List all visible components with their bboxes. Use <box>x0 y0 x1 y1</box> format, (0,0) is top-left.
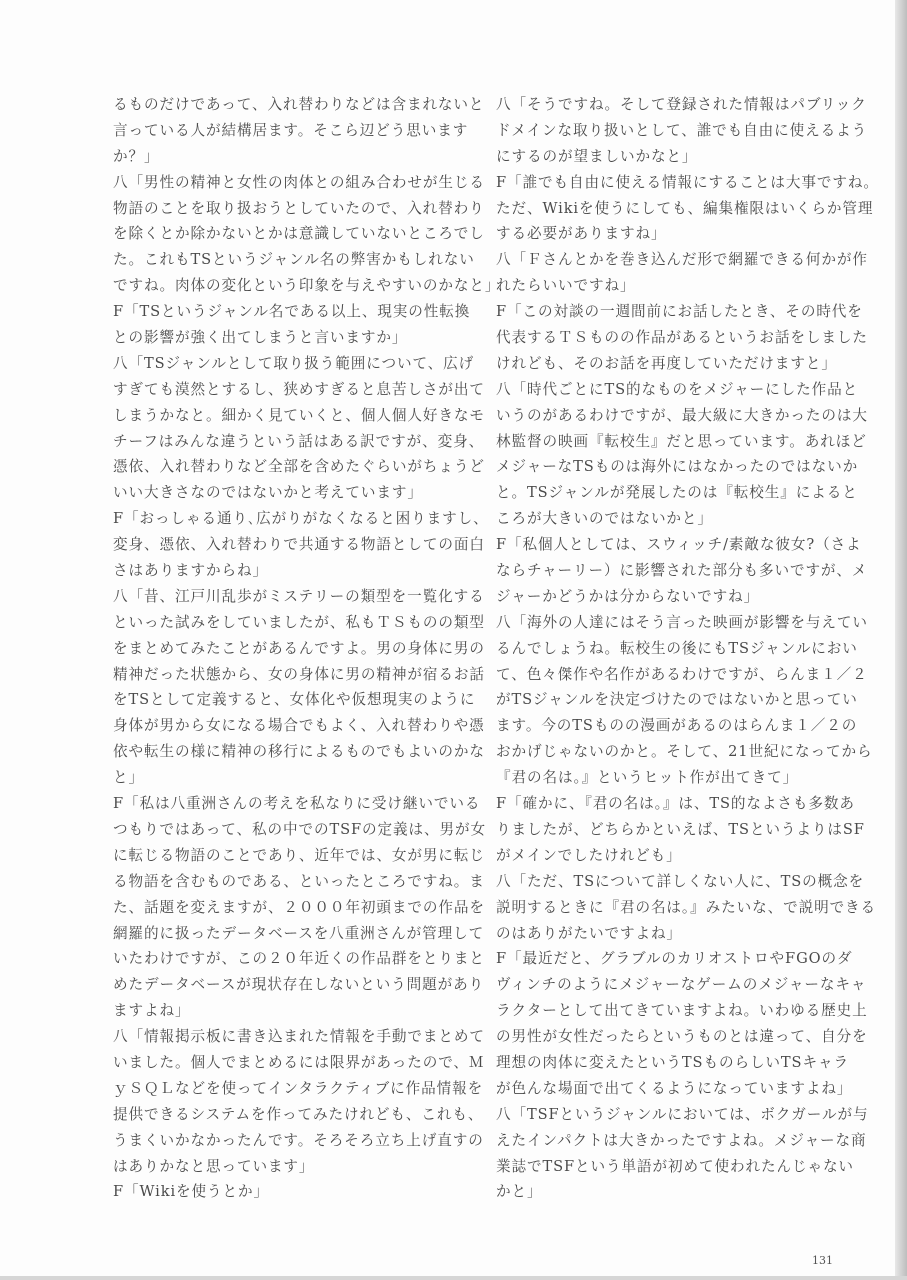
text-line: ますよね」 <box>113 1002 191 1020</box>
text-line: 八「時代ごとにTS的なものをメジャーにした作品と <box>496 380 859 398</box>
text-line: すぎても漠然とするし、狭めすぎると息苦しさが出て <box>113 380 485 398</box>
text-line: 八「海外の人達にはそう言った映画が影響を与えてい <box>496 613 868 631</box>
text-line: 八「昔、江戸川乱歩がミステリーの類型を一覧化する <box>113 587 485 605</box>
text-line: 変身、憑依、入れ替わりで共通する物語としての面白 <box>113 536 485 554</box>
text-line: 『君の名は。』というヒット作が出てきて」 <box>496 769 799 787</box>
text-line: おかげじゃないのかと。そして、21世紀になってから <box>496 743 873 761</box>
text-line: 理想の肉体に変えたというTSものらしいTSキャラ <box>496 1053 849 1071</box>
text-line: F「確かに、『君の名は。』は、TS的なよさも多数あ <box>496 795 855 813</box>
text-line: F「私個人としては、スウィッチ/素敵な彼女?（さよ <box>496 536 862 554</box>
text-line: ドメインな取り扱いとして、誰でも自由に使えるよう <box>496 121 868 139</box>
text-line: 八「TSジャンルとして取り扱う範囲について、広げ <box>113 354 475 372</box>
text-line: を除くとか除かないとかは意識していないところでし <box>113 225 485 243</box>
text-line: F「誰でも自由に使える情報にすることは大事ですね。 <box>496 173 879 191</box>
text-line: との影響が強く出てしまうと言いますか」 <box>113 329 408 347</box>
text-line: をまとめてみたことがあるんですよ。男の身体に男の <box>113 639 485 657</box>
text-line: 身体が男から女になる場合でもよく、入れ替わりや憑 <box>113 717 485 735</box>
text-line: ただ、Wikiを使うにしても、編集権限はいくらか管理 <box>496 199 874 217</box>
text-line: F「この対談の一週間前にお話したとき、その時代を <box>496 303 863 321</box>
text-line: 説明するときに『君の名は。』みたいな、で説明できる <box>496 898 877 916</box>
text-line: 八「男性の精神と女性の肉体との組み合わせが生じる <box>113 173 485 191</box>
text-line: か？」 <box>113 147 160 165</box>
text-line: にするのが望ましいかなと」 <box>496 147 698 165</box>
text-line: るものだけであって、入れ替わりなどは含まれないと <box>113 96 485 113</box>
scan-edge-bottom <box>0 1276 907 1280</box>
text-line: た。これもTSというジャンル名の弊害かもしれない <box>113 251 475 269</box>
text-line: ラクターとして出てきていますよね。いわゆる歴史上 <box>496 1002 868 1020</box>
text-line: ですね。肉体の変化という印象を与えやすいのかなと」 <box>113 277 501 295</box>
text-line: 代表するＴＳものの作品があるというお話をしました <box>496 329 868 347</box>
text-line: ジャーかどうかは分からないですね」 <box>496 587 760 605</box>
text-line: の男性が女性だったらというものとは違って、自分を <box>496 1028 868 1046</box>
text-line: ます。今のTSものの漫画があるのはらんま１／２の <box>496 717 858 735</box>
text-line: F「Wikiを使うとか」 <box>113 1183 270 1201</box>
text-line: をTSとして定義すると、女体化や仮想現実のように <box>113 691 476 709</box>
text-line: に転じる物語のことであり、近年では、女が男に転じ <box>113 846 485 864</box>
text-line: ころが大きいのではないかと」 <box>496 510 713 528</box>
text-line: のはありがたいですよね」 <box>496 924 682 942</box>
text-line: いました。個人でまとめるには限界があったので、Ｍ <box>113 1053 485 1071</box>
text-line: いうのがあるわけですが、最大級に大きかったのは大 <box>496 406 868 424</box>
text-line: た、話題を変えますが、２０００年初頭までの作品を <box>113 898 485 916</box>
text-line: がメインでしたけれども」 <box>496 846 682 864</box>
text-line: はありかなと思っています」 <box>113 1157 315 1175</box>
scan-edge <box>895 0 907 1280</box>
text-line: F「おっしゃる通り､広がりがなくなると困りますし、 <box>113 510 489 528</box>
text-line: F「私は八重洲さんの考えを私なりに受け継いでいる <box>113 795 481 813</box>
text-line: さはありますからね」 <box>113 562 268 580</box>
right-text-column <box>496 92 879 1205</box>
text-line: ｙＳＱＬなどを使ってインタラクティブに作品情報を <box>113 1079 484 1097</box>
text-line: ならチャーリー）に影響された部分も多いですが、メ <box>496 562 868 580</box>
text-line: メジャーなTSものは海外にはなかったのではないか <box>496 458 859 476</box>
left-text-column <box>113 92 501 1205</box>
text-line: めたデータベースが現状存在しないという問題があり <box>113 976 485 994</box>
text-line: 提供できるシステムを作ってみたけれども、これも、 <box>113 1105 484 1123</box>
text-line: と。TSジャンルが発展したのは『転校生』によると <box>496 484 858 502</box>
text-line: るんでしょうね。転校生の後にもTSジャンルにおい <box>496 639 858 657</box>
text-line: いい大きさなのではないかと考えています」 <box>113 484 423 502</box>
text-line: F「TSというジャンル名である以上、現実の性転換 <box>113 303 471 321</box>
text-line: 言っている人が結構居ます。そこら辺どう思います <box>113 121 469 139</box>
text-line: ヴィンチのようにメジャーなゲームのメジャーなキャ <box>496 976 867 994</box>
text-line: かと」 <box>496 1183 543 1201</box>
text-line: する必要がありますね」 <box>496 225 667 243</box>
text-line: 業誌でTSFという単語が初めて使われたんじゃない <box>496 1157 854 1175</box>
text-line: うまくいかなかったんです。そろそろ立ち上げ直すの <box>113 1131 484 1149</box>
text-line: 八「情報掲示板に書き込まれた情報を手動でまとめて <box>113 1028 485 1046</box>
text-line: 精神だった状態から、女の身体に男の精神が宿るお話 <box>113 665 485 683</box>
text-line: 八「ただ、TSについて詳しくない人に、TSの概念を <box>496 872 865 890</box>
text-line: 物語のことを取り扱おうとしていたので、入れ替わり <box>113 199 485 217</box>
text-line: 林監督の映画『転校生』だと思っています。あれほど <box>496 432 867 450</box>
text-line: 八「Ｆさんとかを巻き込んだ形で網羅できる何かが作 <box>496 251 868 269</box>
text-line: チーフはみんな違うという話はある訳ですが、変身、 <box>113 432 485 450</box>
text-line: 網羅的に扱ったデータベースを八重洲さんが管理して <box>113 924 485 942</box>
text-line: つもりではあって、私の中でのTSFの定義は、男が女 <box>113 820 486 838</box>
text-line: がTSジャンルを決定づけたのではないかと思ってい <box>496 691 858 709</box>
text-line: 八「そうですね。そして登録された情報はパブリック <box>496 96 867 113</box>
text-line: りましたが、どちらかといえば、TSというよりはSF <box>496 820 865 838</box>
text-line: けれども、そのお話を再度していただけますと」 <box>496 354 837 372</box>
text-line: が色んな場面で出てくるようになっていますよね」 <box>496 1079 853 1097</box>
text-line: 八「TSFというジャンルにおいては、ボクガールが与 <box>496 1105 869 1123</box>
page-number: 131 <box>812 1254 833 1267</box>
text-line: いたわけですが、この２０年近くの作品群をとりまと <box>113 950 485 968</box>
text-line: F「最近だと、グラブルのカリオストロやFGOのダ <box>496 950 853 968</box>
text-line: る物語を含むものである、といったところですね。ま <box>113 872 485 890</box>
text-line: といった試みをしていましたが、私もＴＳものの類型 <box>113 613 485 631</box>
text-line: しまうかなと。細かく見ていくと、個人個人好きなモ <box>113 406 485 424</box>
text-line: て、色々傑作や名作があるわけですが、らんま１／２ <box>496 665 868 683</box>
text-line: えたインパクトは大きかったですよね。メジャーな商 <box>496 1131 867 1149</box>
text-line: れたらいいですね」 <box>496 277 636 295</box>
text-line: 依や転生の様に精神の移行によるものでもよいのかな <box>113 743 485 761</box>
text-line: と」 <box>113 769 144 787</box>
text-line: 憑依、入れ替わりなど全部を含めたぐらいがちょうど <box>113 458 485 476</box>
